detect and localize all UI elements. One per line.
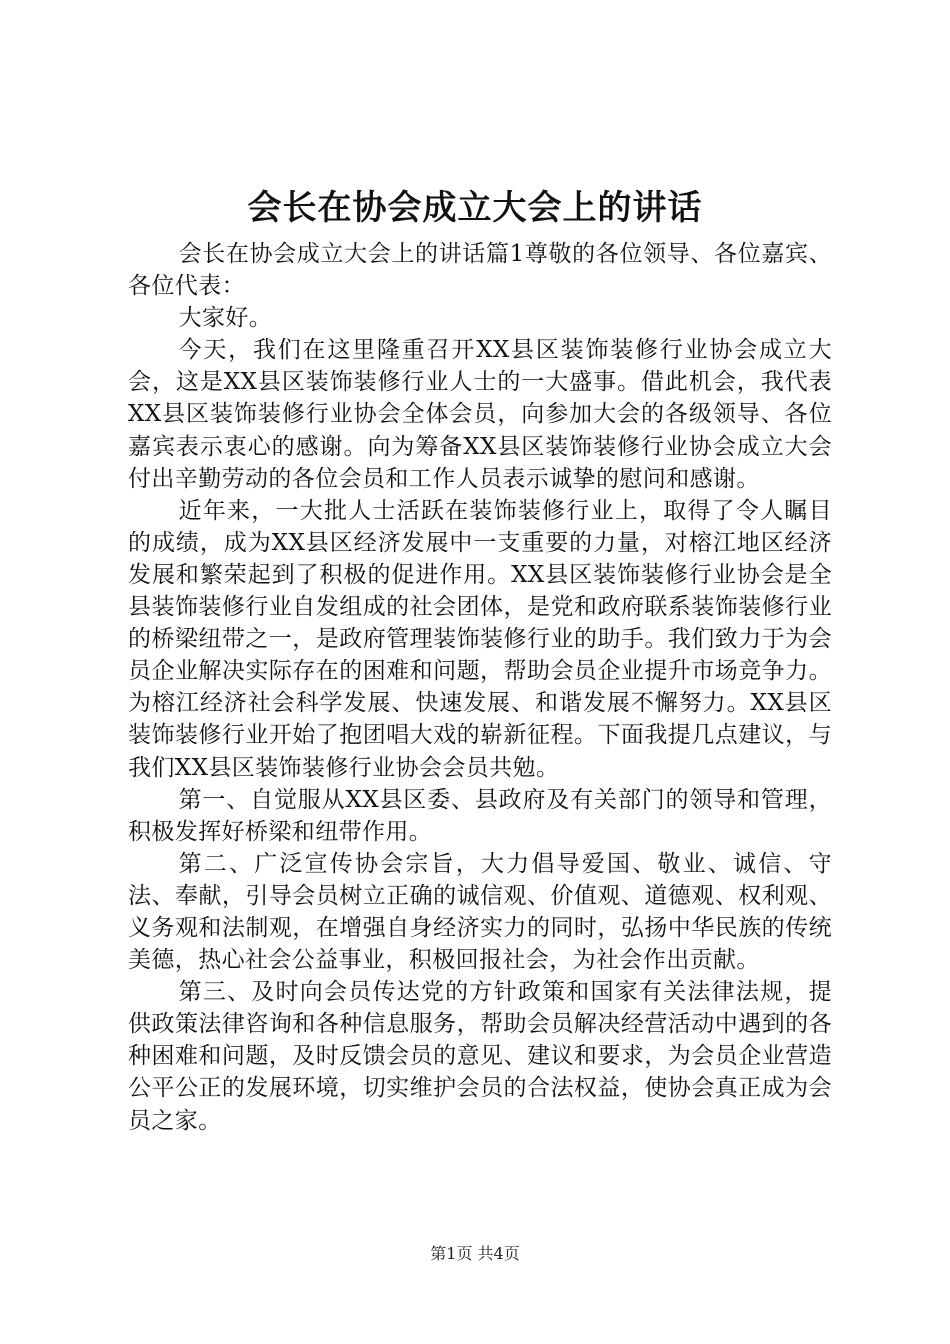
page-title: 会长在协会成立大会上的讲话 xyxy=(247,188,703,228)
paragraph-first-point: 第一、自觉服从XX县区委、县政府及有关部门的领导和管理，积极发挥好桥梁和纽带作用。 xyxy=(128,786,832,845)
paragraph-today: 今天，我们在这里隆重召开XX县区装饰装修行业协会成立大会，这是XX县区装饰装修行业人士的一大盛事。借此机会，我代表XX县区装饰装修行业协会全体会员，向参加大会的各级领导、各位嘉宾表示衷心的感谢。向为筹备XX县区装饰装修行业协会成立大会付出辛勤劳动的各位会员和工作人员表示诚挚的慰问和感谢。 xyxy=(128,337,832,492)
page-number-footer: 第1页 共4页 xyxy=(430,1244,520,1263)
paragraph-second-point: 第二、广泛宣传协会宗旨，大力倡导爱国、敬业、诚信、守法、奉献，引导会员树立正确的诚信观、价值观、道德观、权利观、义务观和法制观，在增强自身经济实力的同时，弘扬中华民族的传统美德，热心社会公益事业，积极回报社会，为社会作出贡献。 xyxy=(128,850,832,974)
paragraph-third-point: 第三、及时向会员传达党的方针政策和国家有关法律法规，提供政策法律咨询和各种信息服务，帮助会员解决经营活动中遇到的各种困难和问题，及时反馈会员的意见、建议和要求，为会员企业营造公平公正的发展环境，切实维护会员的合法权益，使协会真正成为会员之家。 xyxy=(128,979,832,1134)
paragraph-greeting: 会长在协会成立大会上的讲话篇1尊敬的各位领导、各位嘉宾、各位代表： xyxy=(128,241,832,300)
paragraph-recent-years: 近年来，一大批人士活跃在装饰装修行业上，取得了令人瞩目的成绩，成为XX县区经济发展中一支重要的力量，对榕江地区经济发展和繁荣起到了积极的促进作用。XX县区装饰装修行业协会是全县装饰装修行业自发组成的社会团体，是党和政府联系装饰装修行业的桥梁纽带之一，是政府管理装饰装修行业的助手。我们致力于为会员企业解决实际存在的困难和问题，帮助会员企业提升市场竞争力。为榕江经济社会科学发展、快速发展、和谐发展不懈努力。XX县区装饰装修行业开始了抱团唱大戏的崭新征程。下面我提几点建议，与我们XX县区装饰装修行业协会会员共勉。 xyxy=(128,497,832,781)
paragraph-hello: 大家好。 xyxy=(178,305,273,332)
document-body xyxy=(128,238,832,1137)
